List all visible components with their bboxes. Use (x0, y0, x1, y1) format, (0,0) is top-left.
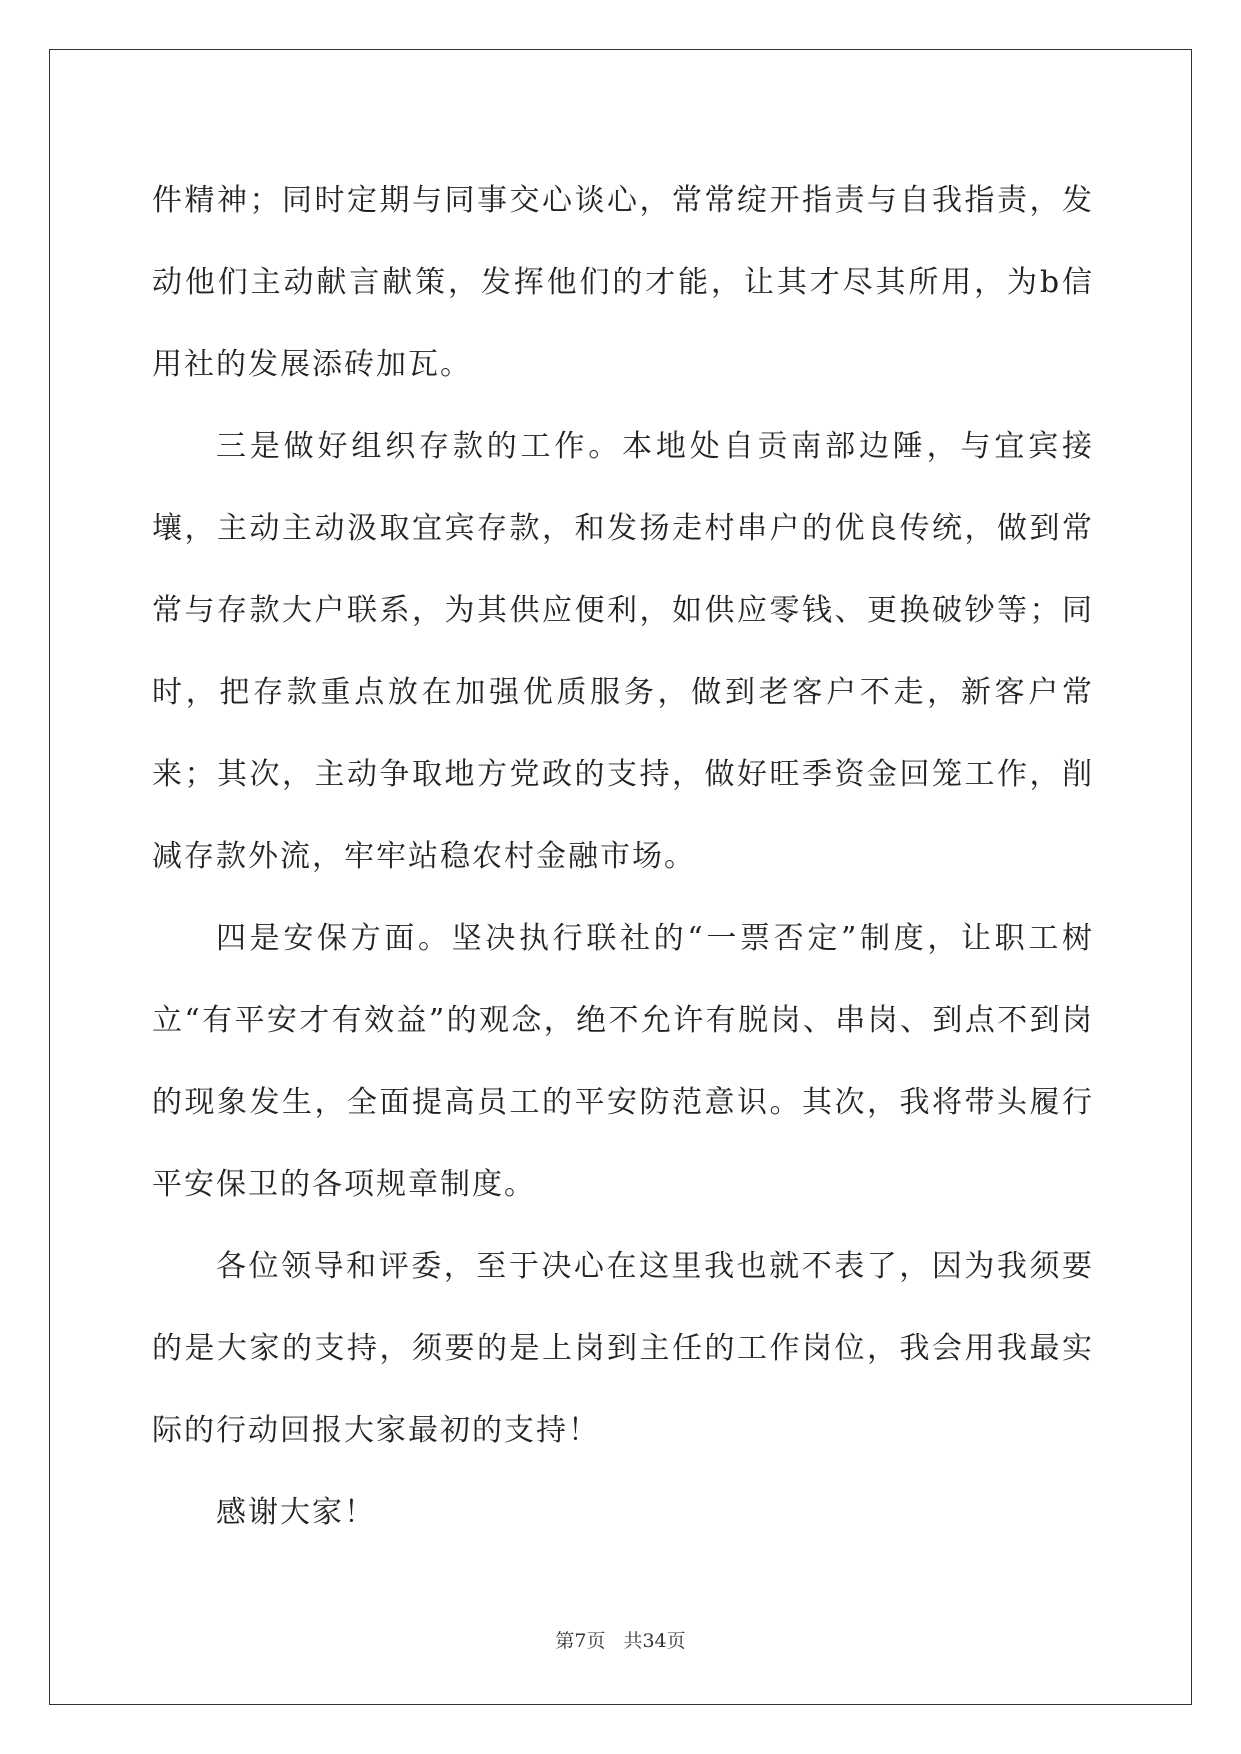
page-footer (0, 1626, 1241, 1653)
paragraph-security: 四是安保方面。坚决执行联社的“一票否定”制度，让职工树立“有平安才有效益”的观念，绝不允许有脱岗、串岗、到点不到岗的现象发生，全面提高员工的平安防范意识。其次，我将带头履行平安保卫的各项规章制度。 (152, 921, 1094, 1202)
paragraph-continuation: 件精神；同时定期与同事交心谈心，常常绽开指责与自我指责，发动他们主动献言献策，发挥他们的才能，让其才尽其所用，为b信用社的发展添砖加瓦。 (152, 183, 1094, 382)
paragraph-thanks: 感谢大家！ (216, 1495, 376, 1530)
page-total: 共34页 (623, 1630, 686, 1652)
paragraph-deposits: 三是做好组织存款的工作。本地处自贡南部边陲，与宜宾接壤，主动主动汲取宜宾存款，和发扬走村串户的优良传统，做到常常与存款大户联系，为其供应便利，如供应零钱、更换破钞等；同时，把存款重点放在加强优质服务，做到老客户不走，新客户常来；其次，主动争取地方党政的支持，做好旺季资金回笼工作，削减存款外流，牢牢站稳农村金融市场。 (152, 429, 1094, 874)
document-body (152, 160, 1094, 1554)
paragraph-closing: 各位领导和评委，至于决心在这里我也就不表了，因为我须要的是大家的支持，须要的是上岗到主任的工作岗位，我会用我最实际的行动回报大家最初的支持！ (152, 1249, 1094, 1448)
page-number: 第7页 (555, 1630, 606, 1652)
